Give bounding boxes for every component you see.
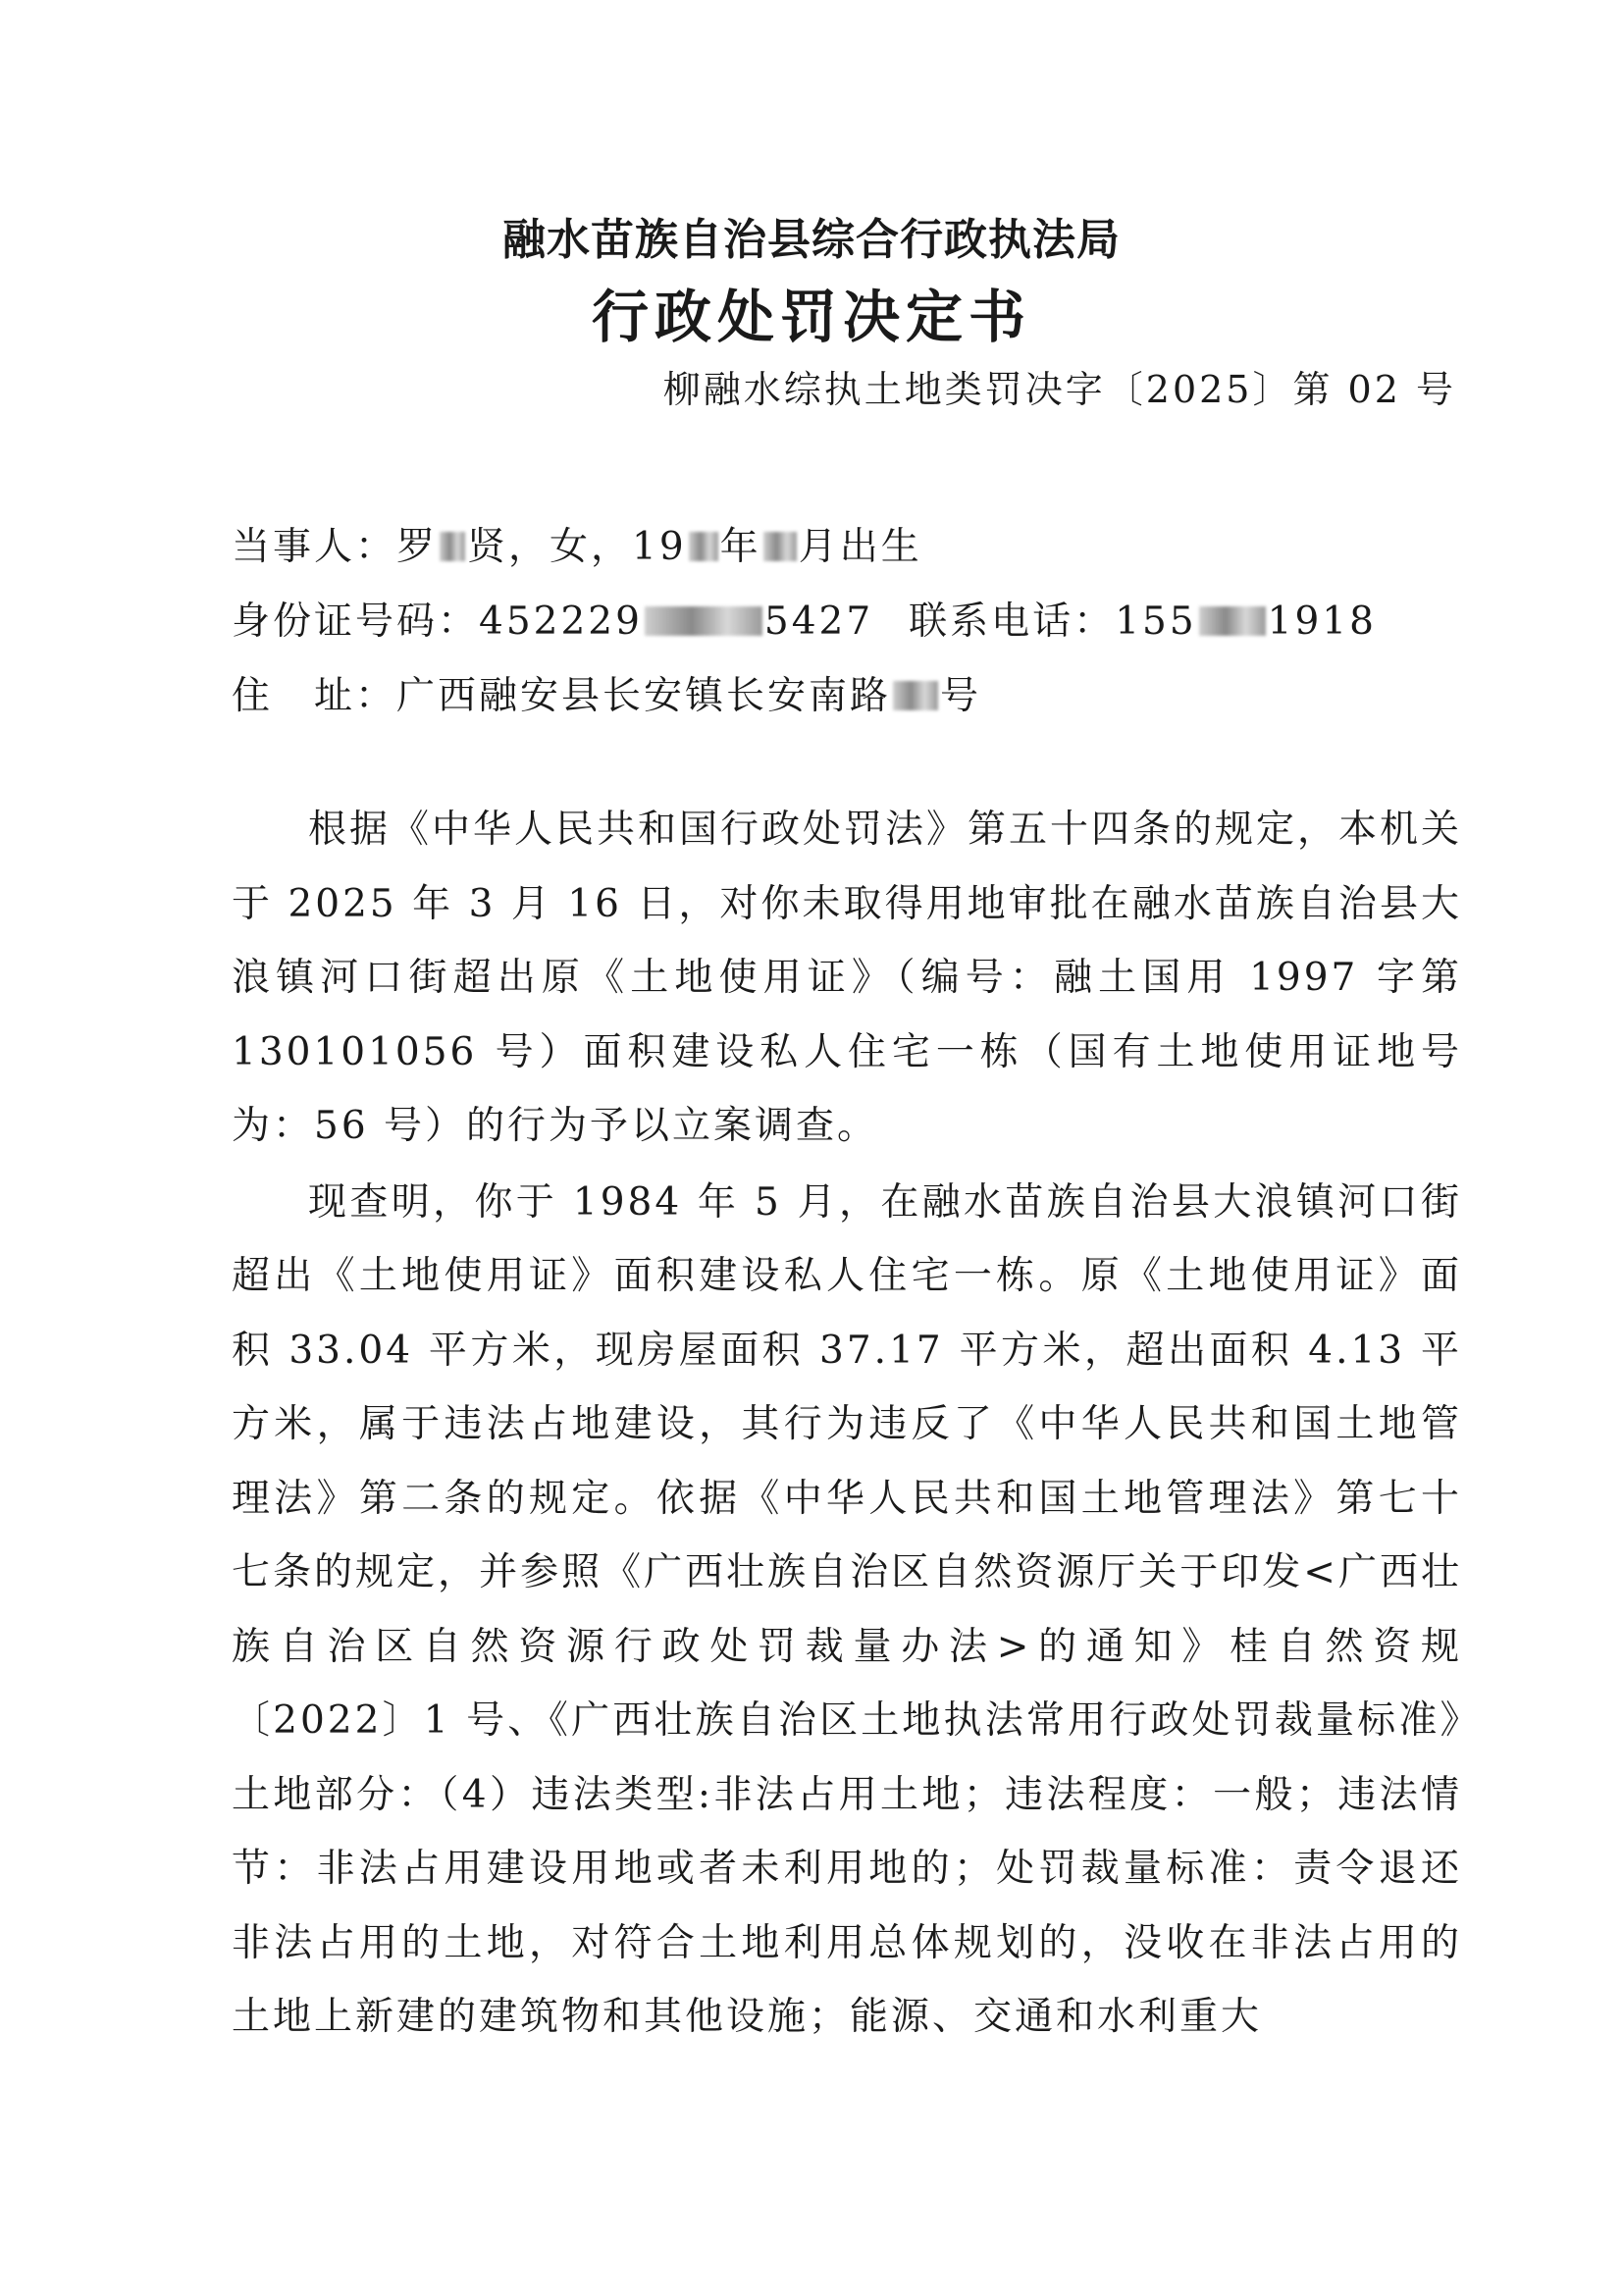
redaction-mark bbox=[763, 532, 797, 561]
party-address-line bbox=[232, 659, 1468, 734]
document-title: 行政处罚决定书 bbox=[591, 284, 1031, 350]
address-end: 号 bbox=[940, 674, 982, 718]
birth-year-suffix: 年 bbox=[719, 525, 761, 569]
redaction-mark bbox=[645, 606, 762, 636]
phone-end: 1918 bbox=[1267, 600, 1377, 644]
address-start: 广西融安县长安镇长安南路 bbox=[396, 674, 892, 718]
redaction-mark bbox=[893, 681, 938, 710]
address-label: 住 址： bbox=[232, 674, 397, 718]
case-filing-paragraph: 根据《中华人民共和国行政处罚法》第五十四条的规定，本机关于 2025 年 3 月 16 日，对你未取得用地审批在融水苗族自治县大浪镇河口街超出原《土地使用证》（编号：融土国用 1997 字第 130101056 号）面积建设私人住宅一栋（国有土地使用证地号为：56 号）的行为予以立案调查。 bbox=[232, 808, 1463, 1148]
issuing-authority-title: 融水苗族自治县综合行政执法局 bbox=[502, 215, 1121, 265]
document-number: 柳融水综执土地类罚决字〔2025〕第 02 号 bbox=[662, 368, 1456, 411]
party-name-start: 罗 bbox=[396, 525, 439, 569]
redaction-mark bbox=[1199, 606, 1266, 636]
birth-month-suffix: 月出生 bbox=[798, 525, 922, 569]
party-label: 当事人： bbox=[232, 525, 397, 569]
phone-start: 155 bbox=[1115, 600, 1197, 644]
redaction-mark bbox=[689, 532, 718, 561]
party-name-line bbox=[232, 510, 1468, 585]
findings-paragraph: 现查明，你于 1984 年 5 月，在融水苗族自治县大浪镇河口街超出《土地使用证》面积建设私人住宅一栋。原《土地使用证》面积 33.04 平方米，现房屋面积 37.17 平方米，超出面积 4.13 平方米，属于违法占地建设，其行为违反了《中华人民共和国土地管理法》第二条的规定。依据《中华人民共和国土地管理法》第七十七条的规定，并参照《广西壮族自治区自然资源厅关于印发<广西壮族自治区自然资源行政处罚裁量办法>的通知》桂自然资规〔2022〕1 号、《广西壮族自治区土地执法常用行政处罚裁量标准》土地部分：（4）违法类型:非法占用土地；违法程度：一般；违法情节：非法占用建设用地或者未利用地的；处罚裁量标准：责令退还非法占用的土地，对符合土地利用总体规划的，没收在非法占用的土地上新建的建筑物和其他设施；能源、交通和水利重大 bbox=[232, 1179, 1462, 2039]
party-info bbox=[232, 510, 1468, 734]
party-id-line bbox=[232, 585, 1468, 659]
id-label: 身份证号码： bbox=[232, 600, 480, 644]
party-name-end: 贤，女，19 bbox=[467, 525, 687, 569]
redaction-mark bbox=[440, 532, 465, 561]
id-number-end: 5427 bbox=[763, 600, 874, 644]
decision-body bbox=[232, 793, 1462, 2055]
id-number-start: 452229 bbox=[479, 600, 643, 644]
phone-label: 联系电话： bbox=[909, 600, 1116, 644]
